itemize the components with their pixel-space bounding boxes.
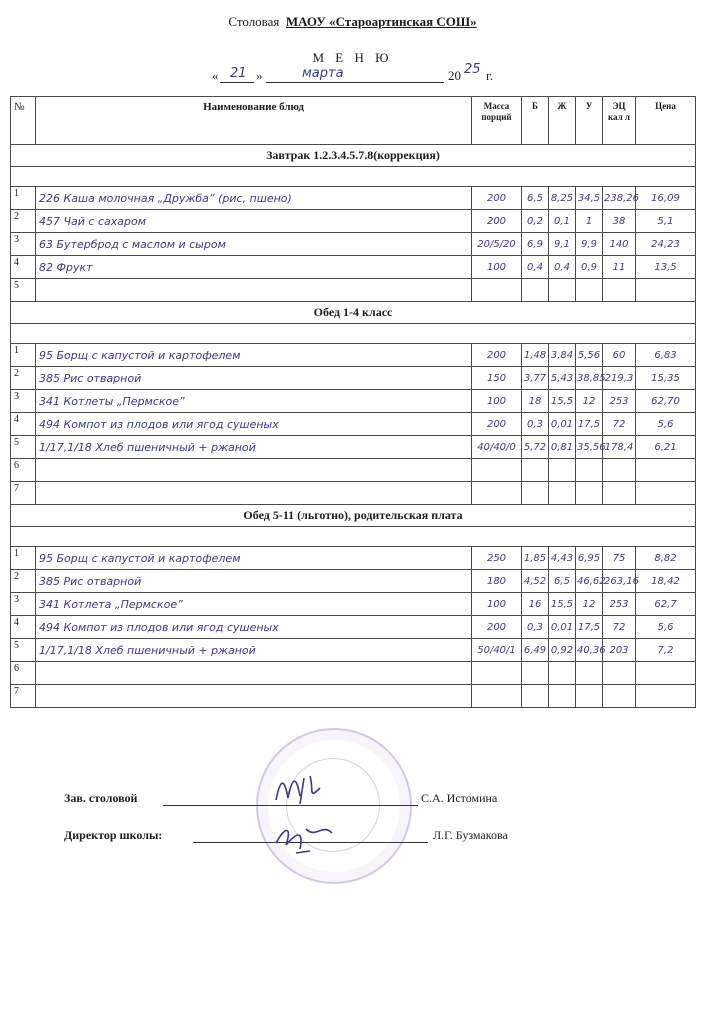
table-row — [11, 187, 696, 210]
director-label: Директор школы: — [64, 828, 163, 842]
portion-mass: 100 — [472, 390, 522, 413]
portion-mass: 40/40/0 — [472, 436, 522, 459]
kcal-value: 238,26 — [603, 187, 636, 210]
kcal-value: 11 — [603, 256, 636, 279]
protein-value: 6,9 — [522, 233, 549, 256]
fat-value: 15,5 — [549, 390, 576, 413]
price-value — [636, 459, 696, 482]
price-value: 5,1 — [636, 210, 696, 233]
kcal-value: 38 — [603, 210, 636, 233]
carbs-value — [576, 685, 603, 708]
col-price: Цена — [636, 97, 696, 145]
kcal-value: 253 — [603, 593, 636, 616]
fat-value: 5,43 — [549, 367, 576, 390]
table-row — [11, 344, 696, 367]
carbs-value — [576, 279, 603, 302]
dish-name — [36, 279, 472, 302]
protein-value: 5,72 — [522, 436, 549, 459]
month-underline — [266, 82, 444, 83]
date-close-quote: » — [256, 68, 263, 83]
price-value — [636, 482, 696, 505]
protein-value — [522, 279, 549, 302]
row-number: 6 — [11, 459, 36, 482]
kcal-value — [603, 685, 636, 708]
row-number: 7 — [11, 685, 36, 708]
dish-name: 494 Компот из плодов или ягод сушеных — [36, 616, 472, 639]
table-row — [11, 570, 696, 593]
school-title — [0, 14, 705, 30]
table-row — [11, 367, 696, 390]
carbs-value: 17,5 — [576, 413, 603, 436]
protein-value: 0,2 — [522, 210, 549, 233]
table-row — [11, 256, 696, 279]
protein-value — [522, 482, 549, 505]
date-day: 21 — [230, 66, 247, 81]
row-number: 2 — [11, 367, 36, 390]
protein-value — [522, 459, 549, 482]
protein-value: 16 — [522, 593, 549, 616]
portion-mass — [472, 279, 522, 302]
section-spacer-row — [11, 527, 696, 547]
protein-value: 0,3 — [522, 616, 549, 639]
canteen-manager-label: Зав. столовой — [64, 791, 138, 805]
year-unit: г. — [486, 68, 494, 83]
section-spacer-row — [11, 324, 696, 344]
director-signature — [270, 815, 340, 860]
kcal-value: 140 — [603, 233, 636, 256]
fat-value: 0,1 — [549, 210, 576, 233]
section-title: Завтрак 1.2.3.4.5.7.8(коррекция) — [11, 145, 696, 167]
table-row — [11, 639, 696, 662]
row-number: 3 — [11, 233, 36, 256]
table-row — [11, 459, 696, 482]
dish-name: 341 Котлеты „Пермское” — [36, 390, 472, 413]
spacer-cell — [11, 324, 696, 344]
dish-name: 95 Борщ с капустой и картофелем — [36, 547, 472, 570]
price-value — [636, 279, 696, 302]
protein-value: 18 — [522, 390, 549, 413]
dish-name: 457 Чай с сахаром — [36, 210, 472, 233]
portion-mass: 20/5/20 — [472, 233, 522, 256]
protein-value: 4,52 — [522, 570, 549, 593]
col-kcal: ЭЦ кал л — [603, 97, 636, 145]
spacer-cell — [11, 167, 696, 187]
kcal-value: 60 — [603, 344, 636, 367]
carbs-value — [576, 662, 603, 685]
portion-mass: 200 — [472, 344, 522, 367]
row-number: 1 — [11, 187, 36, 210]
table-row — [11, 662, 696, 685]
kcal-value: 75 — [603, 547, 636, 570]
year-prefix: 20 — [448, 68, 461, 83]
fat-value — [549, 662, 576, 685]
col-carbs: У — [576, 97, 603, 145]
kcal-value — [603, 459, 636, 482]
table-row — [11, 210, 696, 233]
portion-mass — [472, 482, 522, 505]
protein-value: 6,49 — [522, 639, 549, 662]
price-value: 5,6 — [636, 616, 696, 639]
row-number: 4 — [11, 616, 36, 639]
section-title: Обед 1-4 класс — [11, 302, 696, 324]
portion-mass: 150 — [472, 367, 522, 390]
protein-value — [522, 662, 549, 685]
section-header — [11, 145, 696, 167]
carbs-value: 35,56 — [576, 436, 603, 459]
price-value: 62,70 — [636, 390, 696, 413]
carbs-value: 40,36 — [576, 639, 603, 662]
table-row — [11, 279, 696, 302]
kcal-value: 219,3 — [603, 367, 636, 390]
portion-mass — [472, 662, 522, 685]
price-value: 13,5 — [636, 256, 696, 279]
carbs-value: 34,5 — [576, 187, 603, 210]
dish-name: 82 Фрукт — [36, 256, 472, 279]
portion-mass: 100 — [472, 256, 522, 279]
fat-value: 6,5 — [549, 570, 576, 593]
fat-value — [549, 279, 576, 302]
dish-name: 1/17,1/18 Хлеб пшеничный + ржаной — [36, 639, 472, 662]
row-number: 4 — [11, 413, 36, 436]
section-header — [11, 505, 696, 527]
table-header-row — [11, 97, 696, 145]
row-number: 1 — [11, 344, 36, 367]
protein-value: 0,4 — [522, 256, 549, 279]
portion-mass — [472, 685, 522, 708]
menu-table-body — [11, 145, 696, 708]
price-value: 62,7 — [636, 593, 696, 616]
date-line — [212, 62, 532, 86]
col-mass: Масса порций — [472, 97, 522, 145]
dish-name — [36, 482, 472, 505]
price-value — [636, 685, 696, 708]
portion-mass: 180 — [472, 570, 522, 593]
portion-mass: 100 — [472, 593, 522, 616]
dish-name: 341 Котлета „Пермское” — [36, 593, 472, 616]
section-spacer-row — [11, 167, 696, 187]
protein-value: 1,85 — [522, 547, 549, 570]
canteen-prefix: Столовая — [228, 14, 280, 29]
kcal-value — [603, 279, 636, 302]
dish-name: 226 Каша молочная „Дружба” (рис, пшено) — [36, 187, 472, 210]
menu-table — [10, 96, 696, 708]
director-name: Л.Г. Бузмакова — [433, 828, 508, 842]
fat-value — [549, 685, 576, 708]
carbs-value: 6,95 — [576, 547, 603, 570]
carbs-value: 12 — [576, 390, 603, 413]
carbs-value: 38,85 — [576, 367, 603, 390]
row-number: 7 — [11, 482, 36, 505]
kcal-value: 203 — [603, 639, 636, 662]
row-number: 5 — [11, 436, 36, 459]
table-row — [11, 616, 696, 639]
kcal-value — [603, 482, 636, 505]
table-row — [11, 436, 696, 459]
row-number: 3 — [11, 390, 36, 413]
price-value: 6,21 — [636, 436, 696, 459]
row-number: 5 — [11, 279, 36, 302]
carbs-value — [576, 459, 603, 482]
section-title: Обед 5-11 (льготно), родительская плата — [11, 505, 696, 527]
fat-value — [549, 482, 576, 505]
row-number: 3 — [11, 593, 36, 616]
date-month: марта — [302, 66, 344, 81]
fat-value: 0,81 — [549, 436, 576, 459]
carbs-value: 46,62 — [576, 570, 603, 593]
table-row — [11, 482, 696, 505]
table-row — [11, 547, 696, 570]
portion-mass — [472, 459, 522, 482]
portion-mass: 200 — [472, 187, 522, 210]
portion-mass: 250 — [472, 547, 522, 570]
col-fat: Ж — [549, 97, 576, 145]
carbs-value: 12 — [576, 593, 603, 616]
menu-title: М Е Н Ю — [312, 50, 393, 65]
dish-name: 63 Бутерброд с маслом и сыром — [36, 233, 472, 256]
dish-name — [36, 459, 472, 482]
fat-value: 9,1 — [549, 233, 576, 256]
portion-mass: 200 — [472, 210, 522, 233]
fat-value: 15,5 — [549, 593, 576, 616]
canteen-signature — [270, 770, 330, 810]
carbs-value: 9,9 — [576, 233, 603, 256]
protein-value: 3,77 — [522, 367, 549, 390]
fat-value: 0,01 — [549, 413, 576, 436]
price-value: 7,2 — [636, 639, 696, 662]
price-value: 6,83 — [636, 344, 696, 367]
fat-value: 8,25 — [549, 187, 576, 210]
carbs-value: 0,9 — [576, 256, 603, 279]
protein-value — [522, 685, 549, 708]
portion-mass: 200 — [472, 616, 522, 639]
dish-name: 1/17,1/18 Хлеб пшеничный + ржаной — [36, 436, 472, 459]
carbs-value: 1 — [576, 210, 603, 233]
row-number: 6 — [11, 662, 36, 685]
price-value — [636, 662, 696, 685]
portion-mass: 50/40/1 — [472, 639, 522, 662]
row-number: 2 — [11, 570, 36, 593]
carbs-value: 17,5 — [576, 616, 603, 639]
canteen-manager-name: С.А. Истомина — [421, 791, 498, 805]
price-value: 24,23 — [636, 233, 696, 256]
col-number: № — [11, 97, 36, 145]
dish-name: 494 Компот из плодов или ягод сушеных — [36, 413, 472, 436]
price-value: 5,6 — [636, 413, 696, 436]
kcal-value: 253 — [603, 390, 636, 413]
col-dish-name: Наименование блюд — [36, 97, 472, 145]
section-header — [11, 302, 696, 324]
table-row — [11, 413, 696, 436]
col-protein: Б — [522, 97, 549, 145]
school-name: МАОУ «Староартинская СОШ» — [285, 14, 477, 29]
fat-value — [549, 459, 576, 482]
kcal-value: 72 — [603, 413, 636, 436]
year-suffix: 25 — [464, 62, 481, 77]
fat-value: 0,4 — [549, 256, 576, 279]
price-value: 8,82 — [636, 547, 696, 570]
price-value: 16,09 — [636, 187, 696, 210]
day-underline — [220, 82, 254, 83]
dish-name — [36, 685, 472, 708]
fat-value: 3,84 — [549, 344, 576, 367]
protein-value: 0,3 — [522, 413, 549, 436]
dish-name: 95 Борщ с капустой и картофелем — [36, 344, 472, 367]
kcal-value: 178,4 — [603, 436, 636, 459]
price-value: 18,42 — [636, 570, 696, 593]
dish-name: 385 Рис отварной — [36, 367, 472, 390]
fat-value: 4,43 — [549, 547, 576, 570]
protein-value: 6,5 — [522, 187, 549, 210]
table-row — [11, 233, 696, 256]
carbs-value: 5,56 — [576, 344, 603, 367]
carbs-value — [576, 482, 603, 505]
price-value: 15,35 — [636, 367, 696, 390]
table-row — [11, 685, 696, 708]
fat-value: 0,01 — [549, 616, 576, 639]
row-number: 1 — [11, 547, 36, 570]
table-row — [11, 593, 696, 616]
row-number: 5 — [11, 639, 36, 662]
spacer-cell — [11, 527, 696, 547]
portion-mass: 200 — [472, 413, 522, 436]
kcal-value: 263,16 — [603, 570, 636, 593]
row-number: 4 — [11, 256, 36, 279]
kcal-value: 72 — [603, 616, 636, 639]
dish-name — [36, 662, 472, 685]
table-row — [11, 390, 696, 413]
protein-value: 1,48 — [522, 344, 549, 367]
dish-name: 385 Рис отварной — [36, 570, 472, 593]
date-open-quote: « — [212, 68, 219, 83]
row-number: 2 — [11, 210, 36, 233]
kcal-value — [603, 662, 636, 685]
fat-value: 0,92 — [549, 639, 576, 662]
